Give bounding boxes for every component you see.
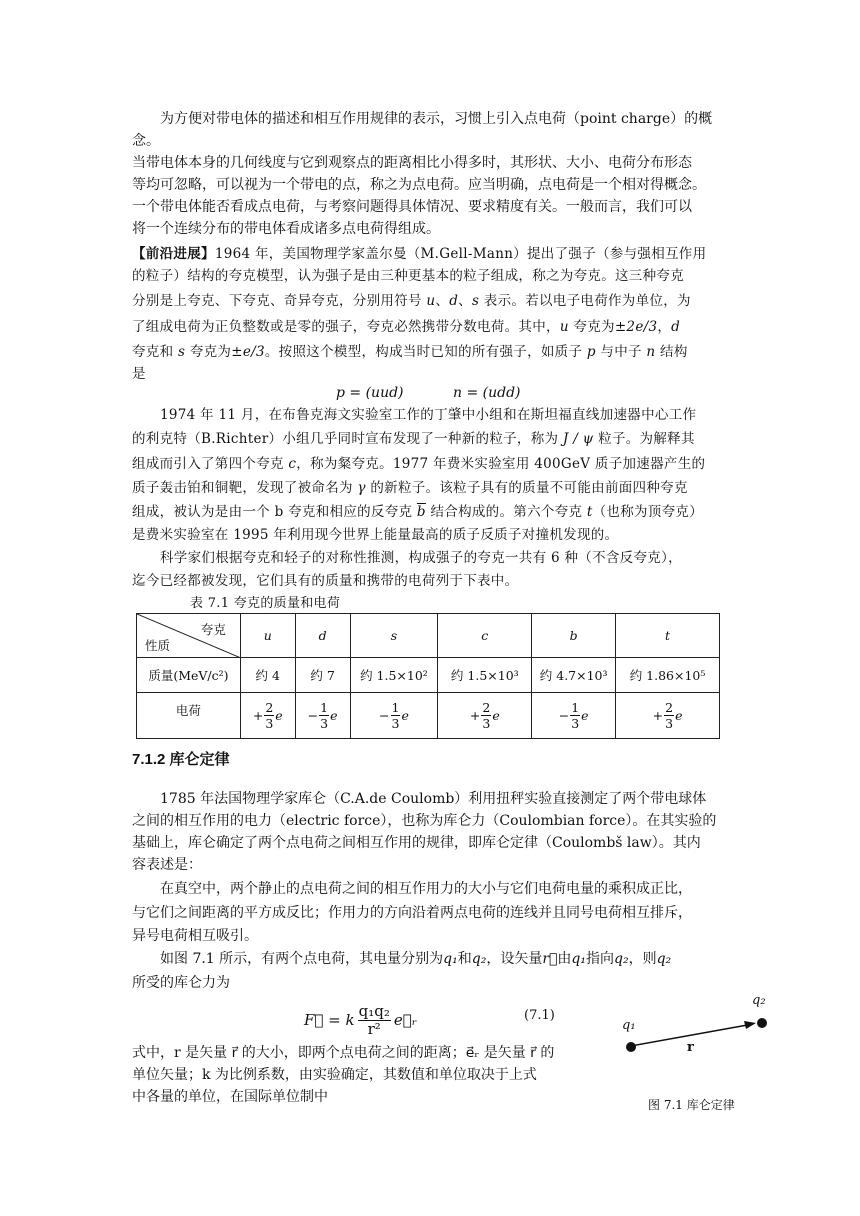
frontier-label: 【前沿进展】: [132, 246, 215, 262]
quark-header: u: [240, 614, 295, 658]
charge-cell: − $\frac{1}{3}$ e: [532, 693, 616, 739]
table-header-row: [137, 614, 720, 658]
equation-number: (7.1): [524, 1008, 555, 1023]
coulomb-equation: F⃗ = k $\frac{\text{q₁q₂}}{\text{r²}}$ e⃗ᵣ: [304, 1001, 417, 1038]
coulomb-line: 之间的相互作用的电力（electric force），也称为库仑力（Coulombian force）。在其实验的: [132, 813, 717, 829]
figure-label-q1: q₁: [622, 1018, 636, 1033]
figure-ref-line: 如图 7.1 所示，有两个点电荷，其电量分别为q₁和q₂，设矢量r⃗由q₁指向q₂，则q₂: [160, 951, 672, 967]
quark-header: b: [532, 614, 616, 658]
section-heading: [132, 748, 230, 769]
coulomb-line: 1785 年法国物理学家库仑（C.A.de Coulomb）利用扭秤实验直接测定了两个带电球体: [160, 791, 707, 807]
frontier-line: 是费米实验室在 1995 年利用现今世界上能量最高的质子反质子对撞机发现的。: [132, 527, 619, 543]
intro-line: 一个带电体能否看成点电荷，与考察问题得具体情况、要求精度有关。一般而言，我们可以: [132, 199, 692, 215]
frontier-line: 的粒子）结构的夸克模型，认为强子是由三种更基本的粒子组成，称之为夸克。这三种夸克: [132, 268, 684, 284]
corner-bottom-label: 性质: [145, 638, 171, 653]
charge-cell: − $\frac{1}{3}$ e: [350, 693, 438, 739]
coulomb-line: 容表述是：: [132, 857, 202, 873]
mass-label: 质量(MeV/c²): [137, 658, 241, 693]
frontier-line: 科学家们根据夸克和轻子的对称性推测，构成强子的夸克一共有 6 种（不含反夸克），: [160, 550, 682, 566]
mass-cell: 约 1.86×10⁵: [616, 658, 720, 693]
frontier-line: 1974 年 11 月，在布鲁克海文实验室工作的丁肇中小组和在斯坦福直线加速器中心工作: [160, 407, 697, 423]
quark-table: [136, 613, 720, 739]
figure-label-q2: q₂: [752, 993, 766, 1008]
quark-header: c: [438, 614, 532, 658]
figure-caption: 图 7.1 库仑定律: [648, 1098, 735, 1112]
after-eq-line: 式中，r 是矢量 r⃗ 的大小，即两个点电荷之间的距离；e⃗ᵣ 是矢量 r⃗ 的: [132, 1045, 555, 1061]
intro-line: 等均可忽略，可以视为一个带电的点，称之为点电荷。应当明确，点电荷是一个相对得概念。: [132, 177, 706, 193]
corner-top-label: 夸克: [200, 622, 226, 637]
charge-q1-dot: [626, 1042, 636, 1052]
arrowhead-icon: [744, 1021, 756, 1029]
intro-line: 念。: [132, 133, 160, 149]
law-line: 异号电荷相互吸引。: [132, 928, 258, 944]
frontier-line: 迄今已经都被发现，它们具有的质量和携带的电荷列于下表中。: [132, 573, 519, 589]
u-charge: ±2e/3: [614, 319, 658, 335]
intro-line: 为方便对带电体的描述和相互作用规律的表示，习惯上引入点电荷（point charge）的概: [160, 111, 713, 127]
mass-cell: 约 4.7×10³: [532, 658, 616, 693]
table-caption: 表 7.1 夸克的质量和电荷: [190, 596, 341, 611]
figure-ref-line: 所受的库仑力为: [132, 975, 230, 991]
charge-cell: + $\frac{2}{3}$ e: [240, 693, 295, 739]
intro-line: 当带电体本身的几何线度与它到观察点的距离相比小得多时，其形状、大小、电荷分布形态: [132, 155, 692, 171]
after-eq-line: 单位矢量；k 为比例系数，由实验确定，其数值和单位取决于上式: [132, 1067, 537, 1083]
frontier-line: 是: [132, 366, 146, 382]
charge-cell: + $\frac{2}{3}$ e: [616, 693, 720, 739]
frontier-line: 质子轰击铂和铜靶，发现了被命名为 γ 的新粒子。该粒子具有的质量不可能由前面四种夸克: [132, 480, 688, 496]
ds-charge: ±e/3: [231, 344, 265, 360]
frontier-line: 分别是上夸克、下夸克、奇异夸克，分别用符号 u、d、s 表示。若以电子电荷作为单位，为: [132, 293, 691, 309]
charge-cell: + $\frac{2}{3}$ e: [438, 693, 532, 739]
coulomb-line: 基础上，库仑确定了两个点电荷之间相互作用的规律，即库仑定律（Coulombš law）。其内: [132, 835, 701, 851]
after-eq-line: 中各量的单位，在国际单位制中: [132, 1089, 328, 1105]
charge-q2-dot: [757, 1018, 767, 1028]
mass-cell: 约 1.5×10³: [438, 658, 532, 693]
section-title: 库仑定律: [169, 751, 230, 768]
mass-cell: 约 7: [295, 658, 350, 693]
law-line: 与它们之间距离的平方成反比；作用力的方向沿着两点电荷的连线并且同号电荷相互排斥，: [132, 905, 692, 921]
charge-cell: − $\frac{1}{3}$ e: [295, 693, 350, 739]
frontier-line: 了组成电荷为正负整数或是零的强子，夸克必然携带分数电荷。其中，u 夸克为±2e/3，d: [132, 319, 681, 335]
frontier-line: 的利克特（B.Richter）小组几乎同时宣布发现了一种新的粒子，称为 J / ψ 粒子。为解释其: [132, 431, 695, 447]
frontier-line: 组成而引入了第四个夸克 c，称为粲夸克。1977 年费米实验室用 400GeV 质子加速器产生的: [132, 456, 706, 472]
mass-row: [137, 658, 720, 693]
frontier-line: 【前沿进展】1964 年，美国物理学家盖尔曼（M.Gell-Mann）提出了强子（参与强相互作用: [132, 246, 707, 262]
section-number: 7.1.2: [132, 751, 166, 768]
frontier-line: 组成，被认为是由一个 b 夸克和相应的反夸克 $\overline{b}$ 结合构成的。第六个夸克 t（也称为顶夸克）: [132, 504, 703, 520]
charge-label: 电荷: [137, 693, 241, 739]
quark-header: d: [295, 614, 350, 658]
formula-neutron: n = (udd): [453, 385, 521, 401]
mass-cell: 约 1.5×10²: [350, 658, 438, 693]
quark-header: t: [616, 614, 720, 658]
charge-row: [137, 693, 720, 739]
table-corner-cell: [137, 614, 241, 658]
frontier-line: 夸克和 s 夸克为±e/3。按照这个模型，构成当时已知的所有强子，如质子 p 与中子 n 结构: [132, 344, 688, 360]
quark-header: s: [350, 614, 438, 658]
law-line: 在真空中，两个静止的点电荷之间的相互作用力的大小与它们电荷电量的乘积成正比，: [160, 881, 692, 897]
mass-cell: 约 4: [240, 658, 295, 693]
intro-line: 将一个连续分布的带电体看成诸多点电荷得组成。: [132, 221, 440, 237]
formula-proton: p = (uud): [336, 385, 404, 401]
figure-label-r: r: [687, 1040, 694, 1055]
